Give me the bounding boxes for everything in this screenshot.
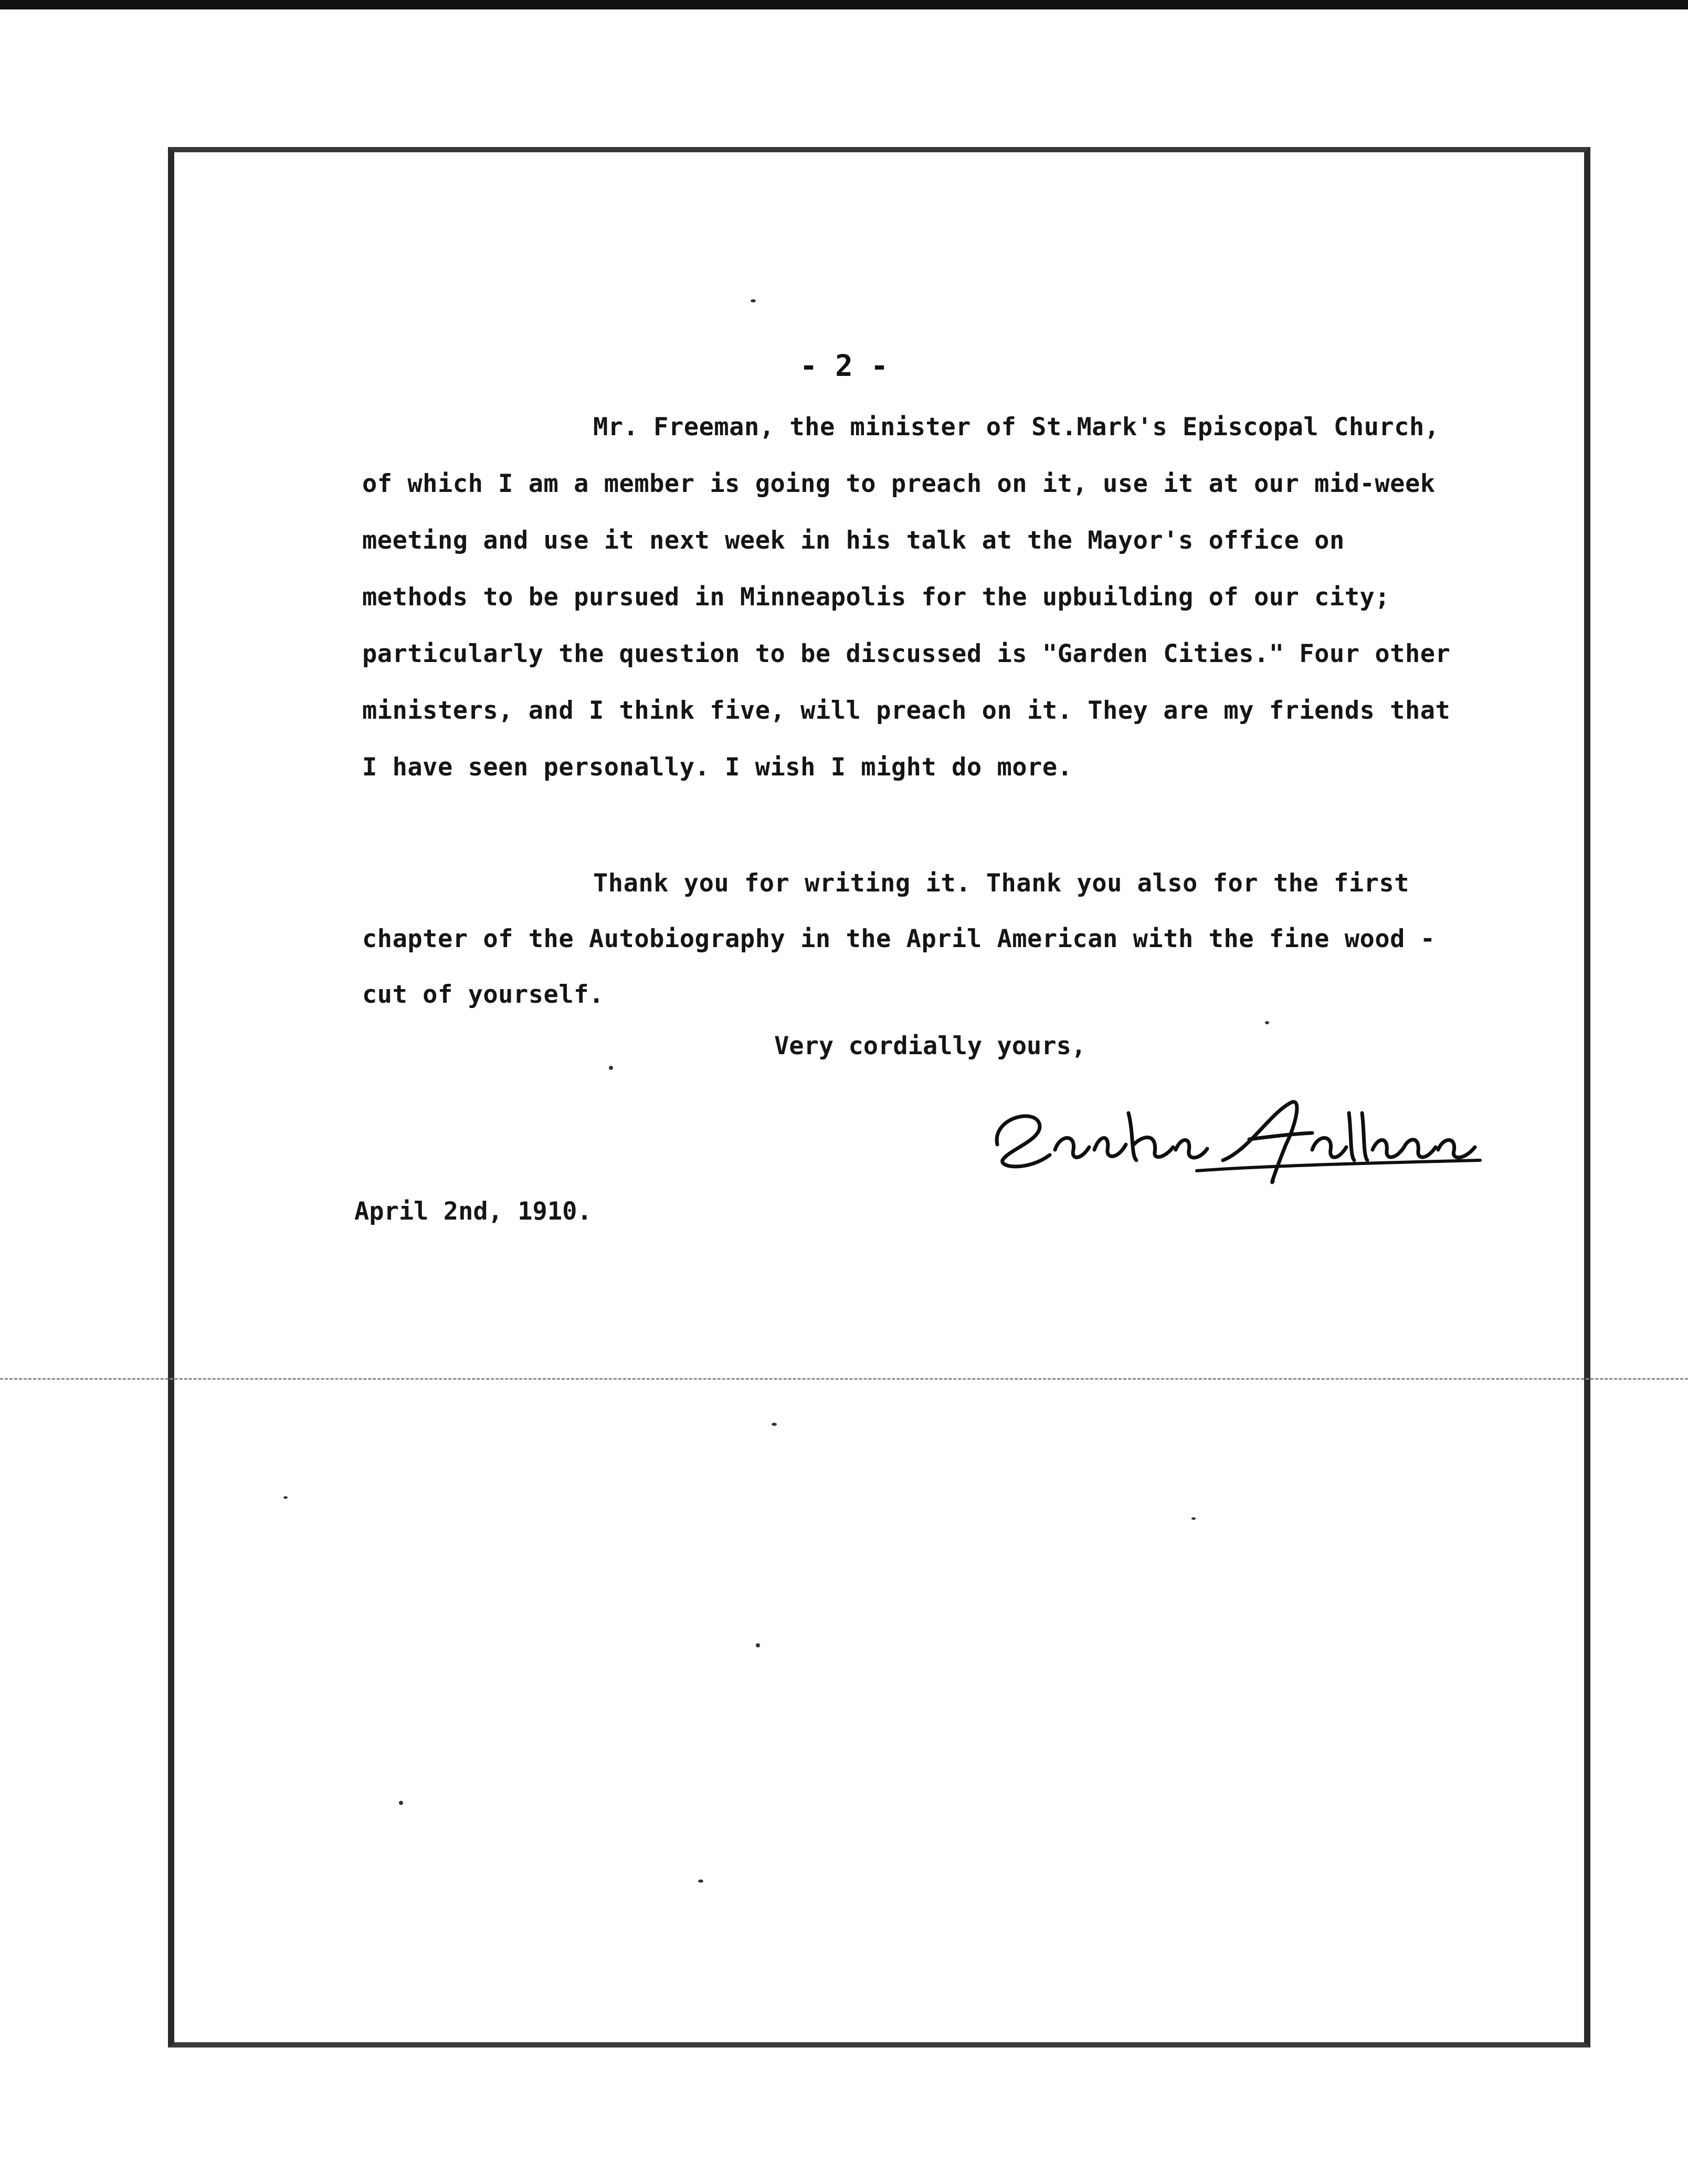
scan-speck xyxy=(609,1066,613,1070)
scan-top-edge xyxy=(0,0,1688,9)
scan-speck xyxy=(283,1496,288,1499)
letter-date: April 2nd, 1910. xyxy=(354,1197,592,1226)
page-number: - 2 - xyxy=(799,349,889,383)
scan-speck xyxy=(751,299,756,302)
scan-speck xyxy=(772,1423,777,1426)
scan-speck xyxy=(1191,1517,1196,1520)
scan-speck xyxy=(698,1880,703,1883)
handwritten-signature xyxy=(976,1082,1491,1186)
scan-speck xyxy=(399,1801,403,1805)
letter-closing: Very cordially yours, xyxy=(774,1032,1086,1060)
scan-speck xyxy=(1265,1021,1269,1024)
letter-paragraph-2: Thank you for writing it. Thank you also for the first chapter of the Autobiography in the April American with the fine wood - cut of yourself. xyxy=(362,869,1436,1009)
scan-speck xyxy=(756,1643,760,1647)
paper-fold-line xyxy=(0,1378,1688,1380)
letter-paragraph-1: Mr. Freeman, the minister of St.Mark's Episcopal Church, of which I am a member is going to preach on it, use it at our mid-week meeting and use it next week in his talk at the Mayor's office on methods to be pursued in Minneapolis for the upbuilding of our city; particularly the question to be discussed is "Garden Cities." Four other ministers, and I think five, will preach on it. They are my friends that I have seen personally. I wish I might do more. xyxy=(362,413,1451,782)
